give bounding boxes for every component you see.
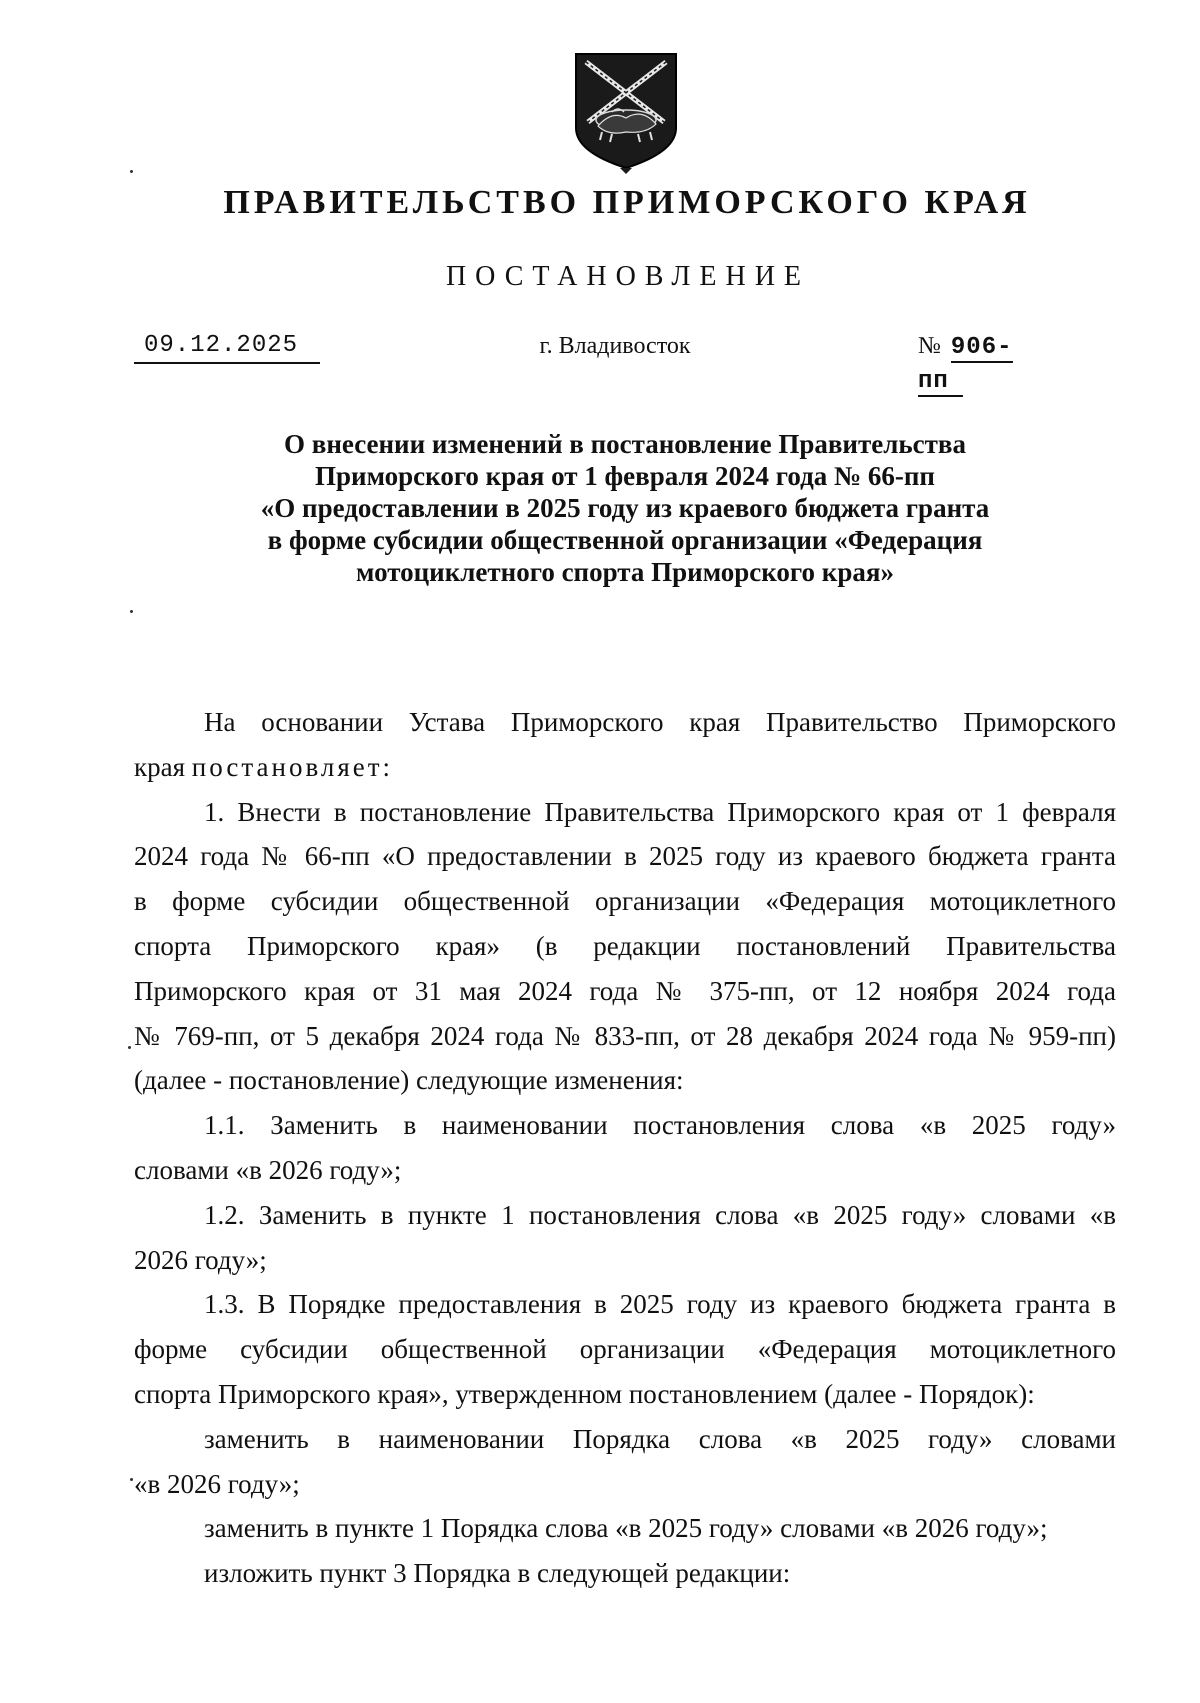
sub-item-line: заменить в пункте 1 Порядка слова «в 2025 году» словами «в 2026 году»; (204, 1513, 1048, 1544)
preamble-text: края (134, 751, 192, 782)
item-1-line: в форме субсидии общественной организации «Федерация мотоциклетного (134, 886, 1116, 917)
item-1-1-line: 1.1. Заменить в наименовании постановления слова «в 2025 году» (204, 1110, 1116, 1141)
item-1-2-line: 1.2. Заменить в пункте 1 постановления слова «в 2025 году» словами «в (204, 1199, 1116, 1230)
number-prefix: № (918, 333, 941, 359)
document-body (134, 700, 1116, 1596)
item-1-line: Приморского края от 31 мая 2024 года № 375-пп, от 12 ноября 2024 года (134, 975, 1116, 1006)
subject-line: «О предоставлении в 2025 году из краевого бюджета гранта (260, 493, 990, 523)
preamble-line (134, 745, 1116, 790)
document-type: ПОСТАНОВЛЕНИЕ (445, 261, 811, 292)
preamble-decree-word: постановляет: (191, 751, 394, 782)
subject-line: мотоциклетного спорта Приморского края» (356, 557, 894, 587)
coat-of-arms-icon (572, 50, 680, 175)
item-1-3-line: форме субсидии общественной организации «Федерация мотоциклетного (134, 1334, 1116, 1365)
subject-line: в форме субсидии общественной организации «Федерация (267, 525, 983, 555)
document-date: 09.12.2025 (134, 330, 320, 364)
government-title: ПРАВИТЕЛЬСТВО ПРИМОРСКОГО КРАЯ (223, 184, 1031, 221)
item-1-3-line: 1.3. В Порядке предоставления в 2025 году из краевого бюджета гранта в (204, 1289, 1116, 1320)
item-1-line: спорта Приморского края» (в редакции постановлений Правительства (134, 930, 1116, 961)
item-1-3-line: спорта Приморского края», утвержденном постановлением (далее - Порядок): (134, 1378, 1035, 1409)
item-1-2-line: 2026 году»; (134, 1244, 267, 1275)
item-1-line: (далее - постановление) следующие изменения: (134, 1065, 684, 1096)
item-1-line: № 769-пп, от 5 декабря 2024 года № 833-пп, от 28 декабря 2024 года № 959-пп) (134, 1020, 1116, 1051)
scan-artifact (128, 1046, 131, 1049)
preamble-line: На основании Устава Приморского края Правительство Приморского (204, 707, 1116, 737)
scan-artifact (130, 170, 133, 173)
item-1-line: 2024 года № 66-пп «О предоставлении в 2025 году из краевого бюджета гранта (134, 841, 1116, 872)
item-1-1-line: словами «в 2026 году»; (134, 1154, 402, 1185)
scan-artifact (130, 610, 133, 613)
document-number (918, 330, 1048, 398)
item-1-line: 1. Внести в постановление Правительства Приморского края от 1 февраля (204, 796, 1116, 827)
document-subject (140, 428, 1110, 588)
subject-line: Приморского края от 1 февраля 2024 года № 66-пп (315, 461, 935, 491)
scan-artifact (130, 1478, 133, 1481)
sub-item-line: «в 2026 году»; (134, 1468, 300, 1499)
sub-item-line: заменить в наименовании Порядка слова «в 2025 году» словами (204, 1423, 1116, 1454)
document-city: г. Владивосток (539, 333, 691, 359)
number-value: 906-пп (918, 334, 1013, 395)
subject-line: О внесении изменений в постановление Правительства (284, 429, 966, 459)
sub-item-line: изложить пункт 3 Порядка в следующей редакции: (204, 1558, 791, 1589)
